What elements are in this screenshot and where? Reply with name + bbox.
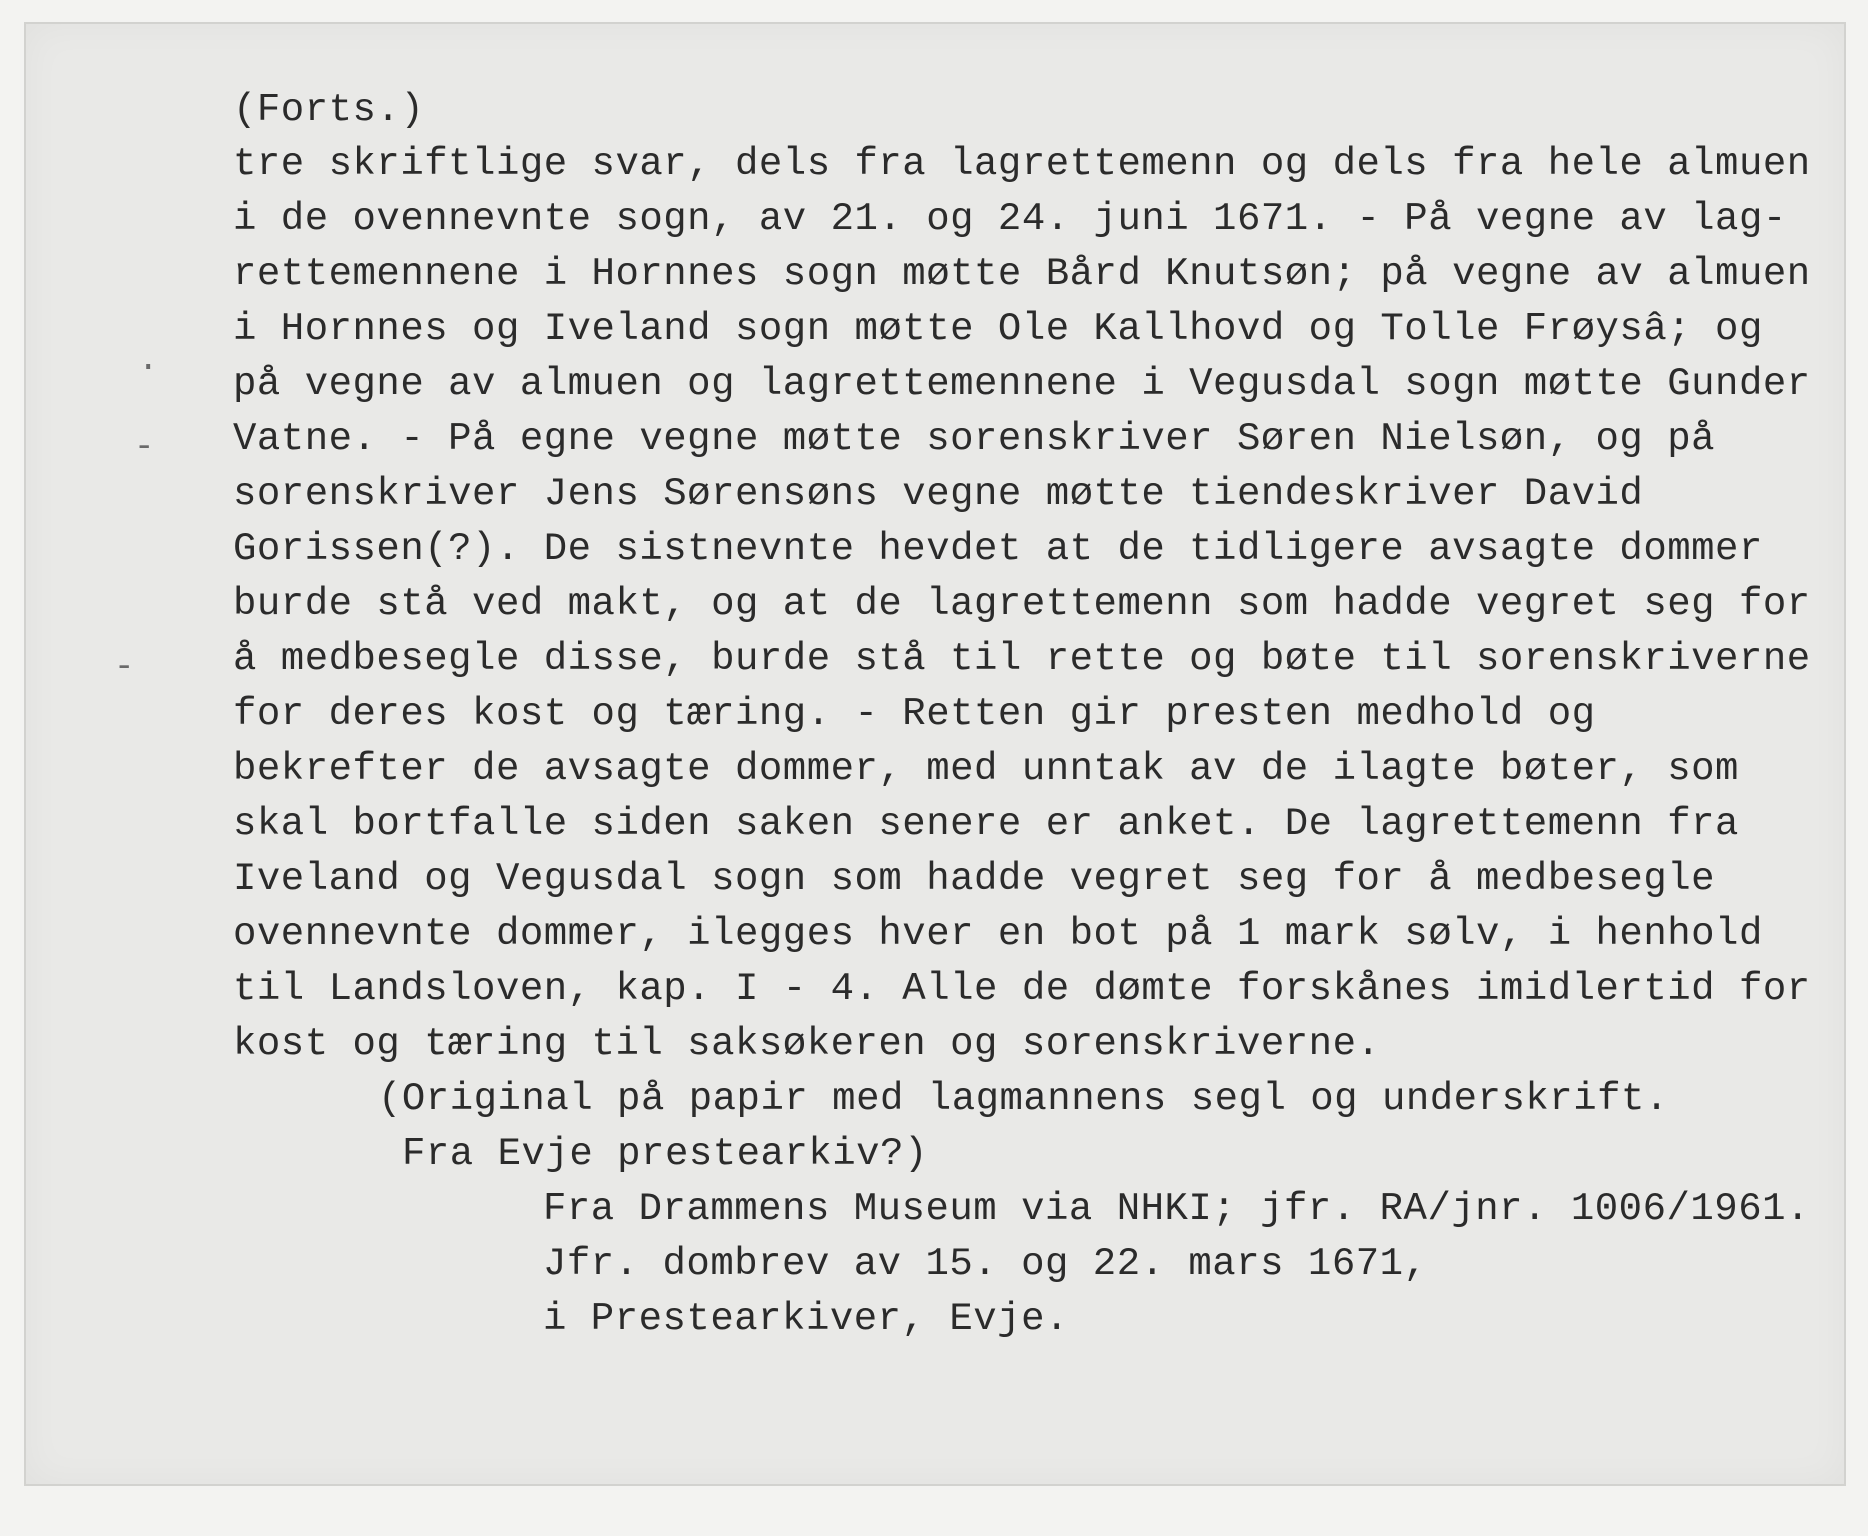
margin-dash-1: - xyxy=(134,429,155,467)
provenance-line-1: Fra Drammens Museum via NHKI; jfr. RA/jnr. 1006/1961. xyxy=(543,1187,1810,1231)
text-line-14: Iveland og Vegusdal sogn som hadde vegret seg for å medbesegle xyxy=(233,857,1716,901)
text-line-9: burde stå ved makt, og at de lagrettemenn som hadde vegret seg for xyxy=(233,582,1811,626)
source-note-line-2: Fra Evje prestearkiv?) xyxy=(402,1132,928,1176)
provenance-line-3: i Prestearkiver, Evje. xyxy=(543,1297,1069,1341)
text-line-12: bekrefter de avsagte dommer, med unntak av de ilagte bøter, som xyxy=(233,747,1739,791)
continuation-marker: (Forts.) xyxy=(233,88,425,132)
text-line-2: i de ovennevnte sogn, av 21. og 24. juni 1671. - På vegne av lag- xyxy=(233,197,1787,241)
text-line-11: for deres kost og tæring. - Retten gir presten medhold og xyxy=(233,692,1596,736)
provenance-line-2: Jfr. dombrev av 15. og 22. mars 1671, xyxy=(543,1242,1428,1286)
text-line-5: på vegne av almuen og lagrettemennene i Vegusdal sogn møtte Gunder xyxy=(233,362,1811,406)
text-line-1: tre skriftlige svar, dels fra lagrettemenn og dels fra hele almuen xyxy=(233,142,1811,186)
text-line-8: Gorissen(?). De sistnevnte hevdet at de tidligere avsagte dommer xyxy=(233,527,1763,571)
margin-dash-2: - xyxy=(114,649,135,687)
text-line-10: å medbesegle disse, burde stå til rette og bøte til sorenskriverne xyxy=(233,637,1811,681)
text-line-4: i Hornnes og Iveland sogn møtte Ole Kallhovd og Tolle Frøysâ; og xyxy=(233,307,1763,351)
text-line-13: skal bortfalle siden saken senere er anket. De lagrettemenn fra xyxy=(233,802,1739,846)
document-sheet xyxy=(24,22,1846,1486)
text-line-7: sorenskriver Jens Sørensøns vegne møtte tiendeskriver David xyxy=(233,472,1644,516)
source-note-line-1: (Original på papir med lagmannens segl og underskrift. xyxy=(378,1077,1669,1121)
bleed-through xyxy=(476,72,1211,110)
margin-dot: . xyxy=(138,342,159,380)
text-line-16: til Landsloven, kap. I - 4. Alle de dømte forskånes imidlertid for xyxy=(233,967,1811,1011)
text-line-6: Vatne. - På egne vegne møtte sorenskriver Søren Nielsøn, og på xyxy=(233,417,1716,461)
text-line-3: rettemennene i Hornnes sogn møtte Bård Knutsøn; på vegne av almuen xyxy=(233,252,1811,296)
text-line-17: kost og tæring til saksøkeren og sorenskriverne. xyxy=(233,1022,1381,1066)
text-line-15: ovennevnte dommer, ilegges hver en bot på 1 mark sølv, i henhold xyxy=(233,912,1763,956)
